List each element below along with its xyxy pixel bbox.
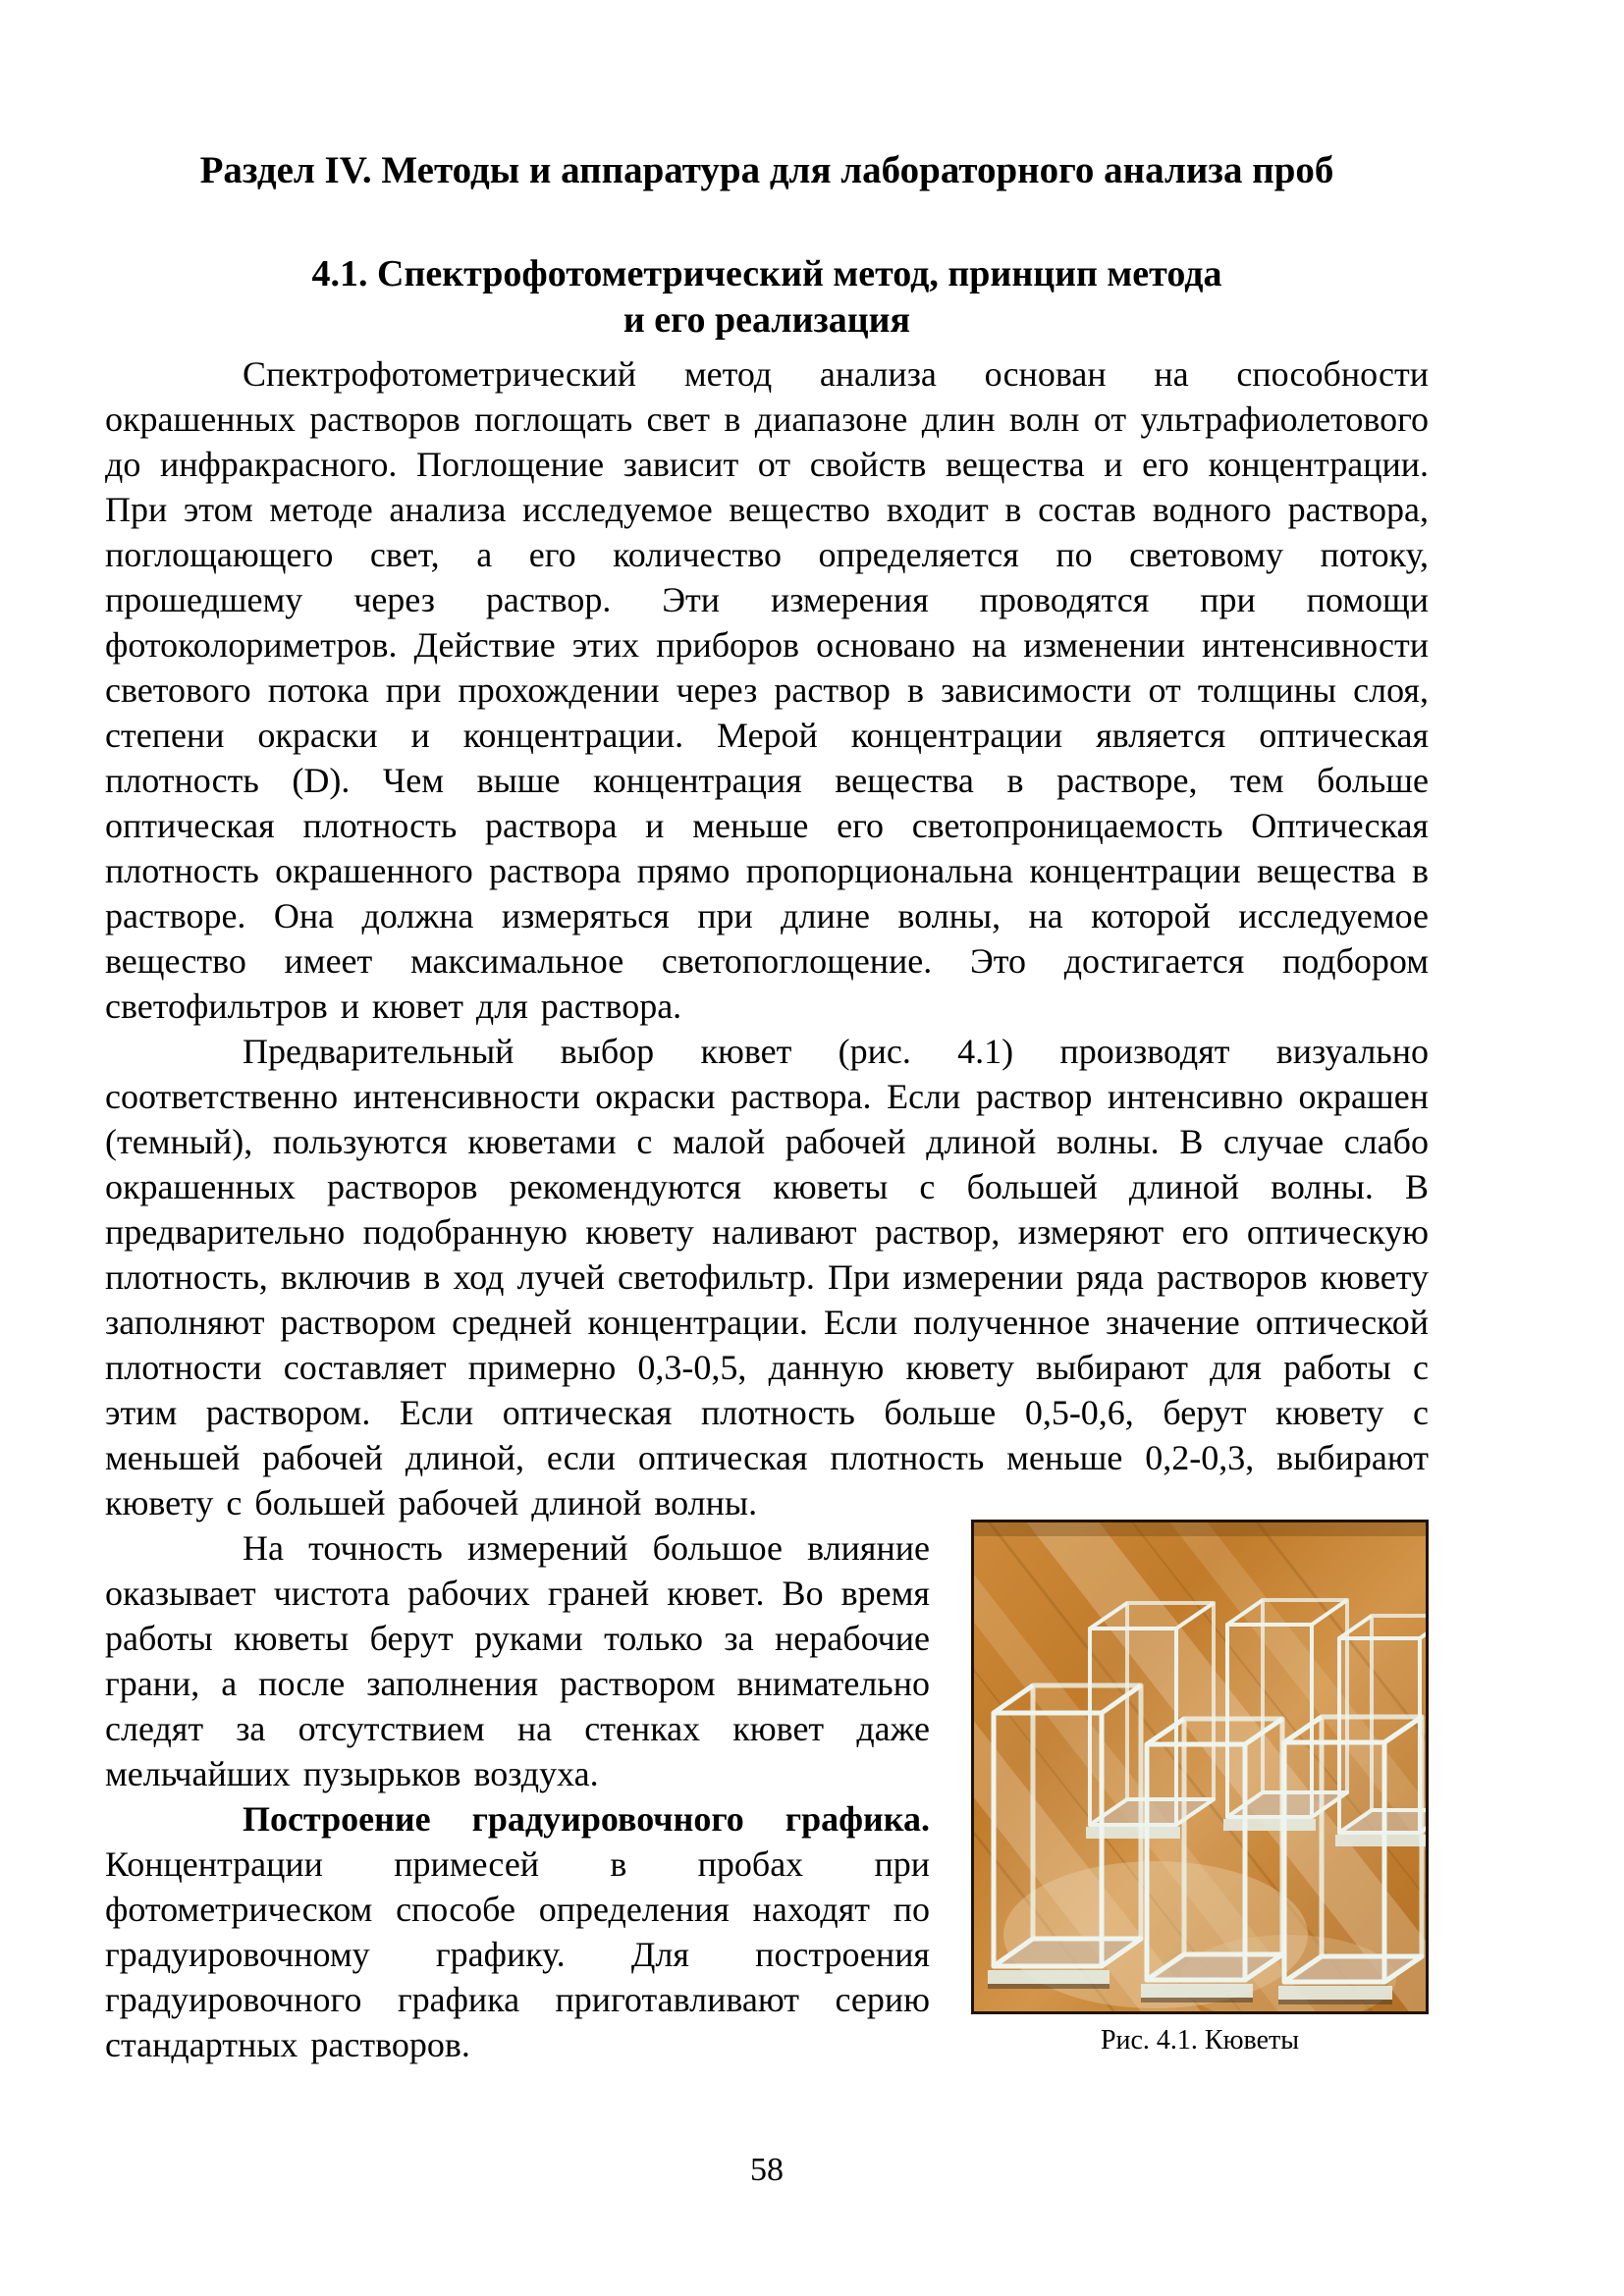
subsection-heading-line1: 4.1. Спектрофотометрический метод, принцип метода (311, 253, 1222, 294)
paragraph-cuvette-selection: Предварительный выбор кювет (рис. 4.1) производят визуально соответственно интенсивности окраски раствора. Если раствор интенсивно окрашен (темный), пользуются кюветами с малой рабочей длиной волны. В случае слабо окрашенных растворов рекомендуются кюветы с большей длиной волны. В предварительно подобранную кювету наливают раствор, измеряют его оптическую плотность, включив в ход лучей светофильтр. При измерении ряда растворов кювету заполняют раствором средней концентрации. Если полученное значение оптической плотности составляет примерно 0,3-0,5, данную кювету выбирают для работы с этим раствором. Если оптическая плотность больше 0,5-0,6, берут кювету с меньшей рабочей длиной, если оптическая плотность меньше 0,2-0,3, выбирают кювету с большей рабочей длиной волны. (105, 1032, 1429, 1522)
figure-4-1 (971, 1520, 1429, 2057)
subsection-heading (105, 251, 1429, 344)
figure-caption: Рис. 4.1. Кюветы (1100, 2025, 1300, 2056)
cuvettes-photo-graphic (974, 1522, 1426, 2011)
calibration-graph-text: Концентрации примесей в пробах при фотометрическом способе определения находят по градуировочному графику. Для построения градуировочного графика приготавливают серию стандартных растворов. (105, 1844, 930, 2064)
calibration-graph-run-in-heading: Построение градуировочного графика. (243, 1799, 930, 1839)
subsection-heading-line2: и его реализация (623, 299, 911, 341)
paragraph-spectrophotometric-method: Спектрофотометрический метод анализа основан на способности окрашенных растворов поглощать свет в диапазоне длин волн от ультрафиолетового до инфракрасного. Поглощение зависит от свойств вещества и его концентрации. При этом методе анализа исследуемое вещество входит в состав водного раствора, поглощающего свет, а его количество определяется по световому потоку, прошедшему через раствор. Эти измерения проводятся при помощи фотоколориметров. Действие этих приборов основано на изменении интенсивности светового потока при прохождении через раствор в зависимости от толщины слоя, степени окраски и концентрации. Мерой концентрации является оптическая плотность (D). Чем выше концентрация вещества в растворе, тем больше оптическая плотность раствора и меньше его светопроницаемость Оптическая плотность окрашенного раствора прямо пропорциональна концентрации вещества в растворе. Она должна измеряться при длине волны, на которой исследуемое вещество имеет максимальное светопоглощение. Это достигается подбором светофильтров и кювет для раствора. (105, 354, 1429, 1026)
section-title: Раздел IV. Методы и аппаратура для лабораторного анализа проб (199, 149, 1334, 191)
text-with-figure (105, 1525, 1429, 2067)
page-number: 58 (750, 2152, 784, 2188)
paragraph-measurement-accuracy: На точность измерений большое влияние оказывает чистота рабочих граней кювет. Во время работы кюветы берут руками только за нерабочие грани, а после заполнения раствором внимательно следят за отсутствием на стенках кювет даже мельчайших пузырьков воздуха. (105, 1528, 930, 1793)
cuvettes-photo (971, 1520, 1429, 2014)
